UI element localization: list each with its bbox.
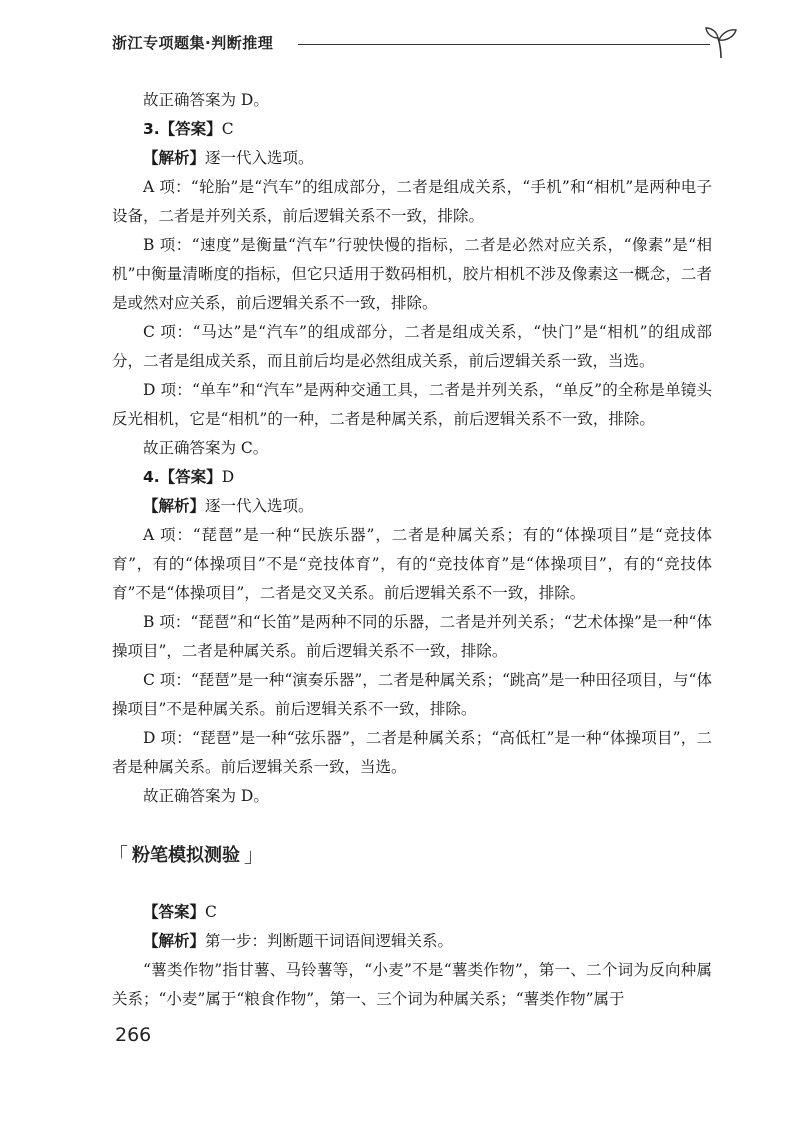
page-content xyxy=(108,86,712,1014)
mock-answer-line xyxy=(112,898,712,927)
header-rule xyxy=(298,44,710,45)
mock-answer: C xyxy=(205,903,217,921)
section-close-bracket: 」 xyxy=(244,843,264,867)
q3-option-a: A 项：“轮胎”是“汽车”的组成部分，二者是组成关系，“手机”和“相机”是两种电子设备，二者是并列关系，前后逻辑关系不一致，排除。 xyxy=(112,178,712,225)
q3-analysis-line xyxy=(112,144,712,173)
mock-paragraph: “薯类作物”指甘薯、马铃薯等，“小麦”不是“薯类作物”，第一、二个词为反向种属关系；“小麦”属于“粮食作物”，第一、三个词为种属关系；“薯类作物”属于 xyxy=(112,961,712,1008)
running-header xyxy=(112,22,742,62)
section-open-bracket: 「 xyxy=(108,843,128,867)
q3-option-c: C 项：“马达”是“汽车”的组成部分，二者是组成关系，“快门”是“相机”的组成部分，二者是组成关系，而且前后均是必然组成关系，前后逻辑关系一致，当选。 xyxy=(112,323,712,370)
q3-conclusion: 故正确答案为 C。 xyxy=(143,439,269,457)
q4-analysis-intro: 逐一代入选项。 xyxy=(205,497,314,515)
section-title: 粉笔模拟测验 xyxy=(132,845,240,866)
q4-answer-line xyxy=(112,463,712,492)
q3-answer-prefix: 3.【答案】 xyxy=(143,120,222,138)
q3-answer: C xyxy=(221,120,234,138)
q3-option-d: D 项：“单车”和“汽车”是两种交通工具，二者是并列关系，“单反”的全称是单镜头反光相机，它是“相机”的一种，二者是种属关系，前后逻辑关系不一致，排除。 xyxy=(112,381,712,428)
q3-analysis-label: 【解析】 xyxy=(143,149,206,167)
q4-answer: D xyxy=(221,468,235,486)
q4-option-d: D 项：“琵琶”是一种“弦乐器”，二者是种属关系；“高低杠”是一种“体操项目”，二者是种属关系。前后逻辑关系一致，当选。 xyxy=(112,729,712,776)
q4-option-b: B 项：“琵琶”和“长笛”是两种不同的乐器，二者是并列关系；“艺术体操”是一种“体操项目”，二者是种属关系。前后逻辑关系不一致，排除。 xyxy=(112,613,712,660)
mock-analysis-label: 【解析】 xyxy=(143,932,206,950)
section-heading xyxy=(108,841,264,870)
q4-analysis-label: 【解析】 xyxy=(143,497,206,515)
q4-option-c: C 项：“琵琶”是一种“演奏乐器”，二者是种属关系；“跳高”是一种田径项目，与“体操项目”不是种属关系。前后逻辑关系不一致，排除。 xyxy=(112,671,712,718)
q3-analysis-intro: 逐一代入选项。 xyxy=(205,149,314,167)
page-number: 266 xyxy=(115,1024,152,1046)
sprout-icon xyxy=(704,24,738,60)
q4-answer-prefix: 4.【答案】 xyxy=(143,468,222,486)
header-title: 浙江专项题集·判断推理 xyxy=(112,34,274,52)
mock-answer-label: 【答案】 xyxy=(143,903,206,921)
q3-answer-line xyxy=(112,115,712,144)
mock-analysis-line xyxy=(112,927,712,956)
mock-analysis-intro: 第一步：判断题干词语间逻辑关系。 xyxy=(205,932,454,950)
q4-option-a: A 项：“琵琶”是一种“民族乐器”，二者是种属关系；有的“体操项目”是“竞技体育”，有的“体操项目”不是“竞技体育”，有的“竞技体育”是“体操项目”，有的“竞技体育”不是“体操项目”，二者是交叉关系。前后逻辑关系不一致，排除。 xyxy=(112,526,712,602)
q3-option-b: B 项：“速度”是衡量“汽车”行驶快慢的指标，二者是必然对应关系，“像素”是“相机”中衡量清晰度的指标，但它只适用于数码相机，胶片相机不涉及像素这一概念，二者是或然对应关系，前后逻辑关系不一致，排除。 xyxy=(112,236,712,312)
q2-conclusion: 故正确答案为 D。 xyxy=(143,91,269,109)
q4-conclusion: 故正确答案为 D。 xyxy=(143,787,269,805)
q4-analysis-line xyxy=(112,492,712,521)
